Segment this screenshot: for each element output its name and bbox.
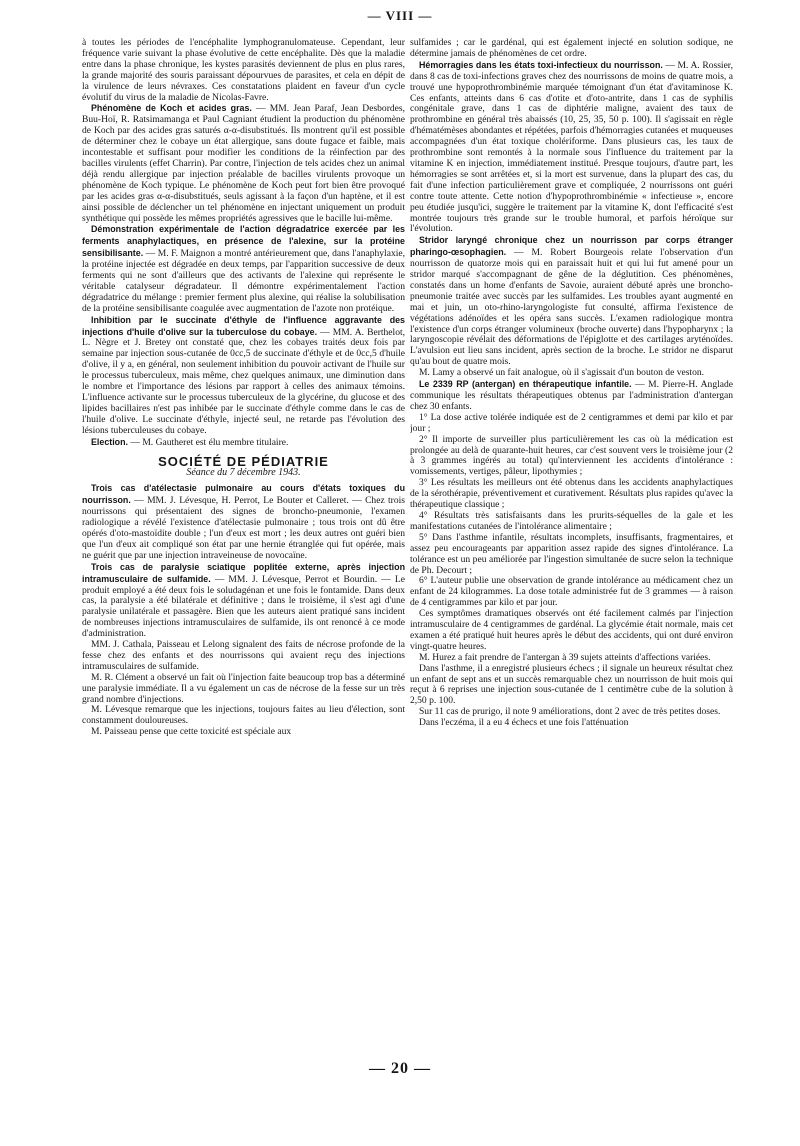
paragraph: Dans l'eczéma, il a eu 4 échecs et une fois l'atténuation xyxy=(419,717,629,729)
article-title: Trois cas d'atélectasie pulmonaire au cours d'états toxiques du nourrisson. xyxy=(82,483,405,506)
paragraph: sulfamides ; car le gardénal, qui est également injecté en solution sodique, ne détermine jamais de phénomènes de cet ordre. xyxy=(410,38,733,59)
article-authors: — MM. A. Berthelot, L. Nègre et J. Bretey xyxy=(82,326,405,349)
paragraph xyxy=(410,60,733,236)
article-title: Trois cas de paralysie sciatique poplitée externe, après injection intramusculaire de sulfamide. xyxy=(82,561,405,584)
article-authors: — MM. J. Lévesque, H. Perrot, Le Bouter et Calleret. xyxy=(130,495,349,507)
left-column xyxy=(82,38,405,1058)
article-body: dans 8 cas de toxi-infections graves chez des nourrissons de moins de quatre mois, a trouvé une hypoprothrombinémie marquée témoignant d'un état d'avitaminose K. Ces enfants, atteints dans 6 cas d'otite et d'oto-antrite, dans 1 cas de syphilis congénitale grave, dans 1 cas de diphtérie maligne, avaient des taux de prothrombine en général très abaissés (10, 25, 35, 50 p. 100). Il s'agissait en règle d'hématémèses abondantes et répétées, parfois d'hémorragies cutanées et muqueuses accompagnées d'un état toxique cholériforme. Dans plusieurs cas, les taux de prothrombine sont remontés à la normale sous l'influence du traitement par la vitamine K en injection, immédiatement institué. Presque toujours, d'autre part, les hémorragies se sont arrêtées et, si la mort est survenue, dans la plupart des cas, du fait d'une infection particulièrement grave et compliquée, 2 nourrissons ont guéri contre toute attente. Cette notion d'hypoprothrombinémie « infectieuse », encore peu étudiée jusqu'ici, suggère le traitement par la vitamine K, dont l'efficacité s'est montrée toujours très grande sur le trouble humoral, et parfois héroïque sur l'évolution. xyxy=(410,70,733,235)
paragraph: Sur 11 cas de prurigo, il note 9 améliorations, dont 2 avec de très petites doses. xyxy=(419,706,721,718)
paragraph: M. R. Clément a observé un fait où l'injection faite beaucoup trop bas a déterminé une paralysie immédiate. Il a vu également un cas de nécrose de la fesse sur un très grand nombre d'injections. xyxy=(82,671,405,705)
paragraph: M. Lévesque remarque que les injections, toujours faites au lieu d'élection, sont constamment douloureuses. xyxy=(82,704,405,727)
paragraph: M. Paisseau pense que cette toxicité est spéciale aux xyxy=(91,726,292,738)
paragraph: Dans l'asthme, il a enregistré plusieurs échecs ; il signale un heureux résultat chez un enfant de sept ans et un succès remarquable chez un nourrisson de huit mois qui reçut à 6 reprises une injection sous-cutanée de 1 centimètre cube de la solution à 2,50 p. 100. xyxy=(410,662,733,707)
article-title: Démonstration expérimentale de l'action dégradatrice exercée par les ferments anaphylactiques, en présence de l'alexine, sur la protéine sensibilisante. xyxy=(82,224,405,259)
page-header: — VIII — xyxy=(367,8,433,23)
paragraph xyxy=(410,379,733,413)
list-item: 6° L'auteur publie une observation de grande intolérance au médicament chez un enfant de 24 kilogrammes. La dose totale administrée fut de 3 grammes — à raison de 4 centigrammes par kilo et par jour. xyxy=(410,575,733,609)
paragraph: M. Hurez a fait prendre de l'antergan à 39 sujets atteints d'affections variées. xyxy=(419,651,711,663)
paragraph: M. Lamy a observé un fait analogue, où il s'agissait d'un bouton de veston. xyxy=(419,367,705,379)
list-item: 4° Résultats très satisfaisants dans les prurits-séquelles de la gale et les manifestations cutanées de l'intolérance alimentaire ; xyxy=(410,509,733,532)
article-body: communique les résultats thérapeutiques obtenus par l'administration d'antergan chez 30 enfants. xyxy=(410,390,733,412)
article-body: — M. Gautheret est élu membre titulaire. xyxy=(128,436,289,448)
article-title: Election. xyxy=(91,436,128,447)
list-item: 3° Les résultats les meilleurs ont été obtenus dans les accidents anaphylactiques de la sérothérapie, préventivement et curativement. Résultats plus rapides qu'avec la thérapeutique classique ; xyxy=(410,477,733,511)
paragraph xyxy=(82,483,405,561)
paragraph: à toutes les périodes de l'encéphalite lymphogranulomateuse. Cependant, leur fréquence varie suivant la phase évolutive de cette encéphalite. Dès que la maladie entre dans la phase chronique, les kystes parasités deviennent de plus en plus rares, la grande majorité des souris paraissant dépourvues de parasites, et cela en dépit de la virulence de leurs névraxes. Ces constatations plaident en faveur d'un cycle évolutif du virus de la maladie de Nicolas-Favre. xyxy=(82,38,405,103)
article-title: Stridor laryngé chronique chez un nourrisson par corps étranger pharingo-œsophagien. xyxy=(410,235,733,258)
page-number: — 20 — xyxy=(369,1060,431,1077)
article-body: relate l'observation d'un nourrisson de quatorze mois qui en paraissait huit et qui lui fut amené pour un stridor marqué s'accompagnant de gêne de la déglutition. Ces phénomènes, constatés dans un home d'enfants de Savoie, auraient débuté après une broncho-pneumonie traitée avec succès par les sulfamides. Les troubles ayant augmenté en mai et juin, un oto-rhino-laryngologiste fut consulté, affirma l'existence de végétations adénoïdes et les opéra sans succès. L'examen radiologique montra l'existence d'un corps étranger volumineux (broche ouverte) dans l'hypopharynx ; la laryngoscopie révélait des déformations de l'épiglotte et des cartilages aryténoïdes. L'avulsion eut lieu sans incident, après section de la broche. Le stridor ne disparut qu'au bout de quatre mois. xyxy=(410,247,733,368)
article-title: Phénomène de Koch et acides gras. xyxy=(91,103,252,114)
list-item: 1° La dose active tolérée indiquée est de 2 centigrammes et demi par kilo et par jour ; xyxy=(410,411,733,434)
article-body: ont constaté que, chez les cobayes traités deux fois par semaine par injection sous-cutanée de 0cc,5 de succinate d'éthyle et de 0cc,5 d'huile d'olive, il y a, en général, non seulement inhibition du pouvoir activant de l'huile sur le processus tuberculeux, mais même, chez quelques animaux, une diminution dans le nombre et l'importance des lésions par rapport à celles des animaux témoins. L'influence activante sur le processus tuberculeux de la glycérine, du glucose et des lipides bacillaires n'est pas inhibée par le succinate d'éthyle comme dans le cas de l'huile d'olive. Le succinate d'éthyle, injecté seul, ne retarde pas l'évolution des lésions tuberculeuses du cobaye. xyxy=(82,337,405,436)
paragraph xyxy=(82,437,405,449)
paragraph xyxy=(82,315,405,437)
paragraph: MM. J. Cathala, Paisseau et Lelong signalent des faits de nécrose profonde de la fesse chez des enfants et des nourrissons qui avaient reçu des injections intramusculaires de sulfamide. xyxy=(82,639,405,672)
article-title: Inhibition par le succinate d'éthyle de l'influence aggravante des injections d'huile d'olive sur la tuberculose du cobaye. xyxy=(82,314,405,337)
paragraph xyxy=(410,235,733,368)
article-authors: — MM. Jean Paraf, Jean Desbordes, Buu-Hoï, R. Ratsimamanga et Paul Cagniant xyxy=(82,103,405,126)
article-authors: — MM. J. Lévesque, Perrot et Bourdin. xyxy=(210,573,378,585)
article-body: — Chez trois nourrissons qui présentaient des signes de broncho-pneumonie, l'examen radiologique a révélé l'existence d'atélectasie pulmonaire ; tous trois ont dû être opérés d'oto-mastoïdite double ; l'un d'eux est mort ; les deux autres ont guéri bien que l'un d'eux ait compliqué son état par une hernie étranglée qui fut opérée, mais ne guérit que par une injection intraveineuse de novocaïne. xyxy=(82,495,405,561)
section-date: Séance du 7 décembre 1943. xyxy=(186,467,301,479)
article-authors: — M. Robert Bourgeois xyxy=(506,247,624,259)
article-authors: — M. F. Maignon xyxy=(143,248,215,260)
paragraph xyxy=(82,103,405,224)
paragraph xyxy=(82,562,405,640)
list-item: 5° Dans l'asthme infantile, résultats incomplets, insuffisants, fragmentaires, et assez peu encourageants par apparition assez rapide des signes d'intolérance. La tolérance est un peu améliorée par l'ingestion simultanée de sucre selon la technique de Ph. Decourt ; xyxy=(410,531,733,576)
right-column xyxy=(410,38,733,1058)
article-body: a montré antérieurement que, dans l'anaphylaxie, la protéine injectée est dégradée en deux temps, par l'apparition successive de deux ferments qui ne sont d'ailleurs que des activants de l'alexine qui représente le véritable catalyseur dégradateur. Il démontre expérimentalement l'action dégradatrice du mélange : premier ferment plus alexine, qui réalise la solubilisation de la protéine sensibilisante coagulée avec augmentation de l'azote non protéique. xyxy=(82,248,405,314)
article-authors: — M. Pierre-H. Anglade xyxy=(631,379,733,391)
article-body: étudient la production du phénomène de Koch par des acides gras saturés α-α-disubstitués. Ils montrent qu'il est possible de déterminer chez le cobaye un état allergique, sans doute fugace et faible, mais incontestable et suffisant pour modifier les conditions de la réinfection par des bacilles virulents (effet Charrin). Par contre, l'injection de tels acides chez un animal déjà rendu allergique par injection préalable de bacilles virulents provoque un phénomène de Koch typique. Le phénomène de Koch peut fort bien être provoqué par les acides gras α-α-disubstitués, seuls agissant à la façon d'un haptène, et il est ainsi possible de déclencher un tel phénomène en injectant uniquement un produit synthétique qui possède les mêmes propriétés agressives que le bacille lui-même. xyxy=(82,114,405,224)
article-title: Hémorragies dans les états toxi-infectieux du nourrisson. xyxy=(419,59,663,70)
paragraph: Ces symptômes dramatiques observés ont été facilement calmés par l'injection intramusculaire de 4 centigrammes de gardénal. La glycémie était normale, mais cet examen a été pratiqué huit heures après le début des accidents, qui ont duré environ vingt-quatre heures. xyxy=(410,608,733,652)
list-item: 2° Il importe de surveiller plus particulièrement les cas où la médication est prolongée au delà de quarante-huit heures, car c'est souvent vers le troisième jour (2 à 3 grammes ingérés au total) qu'interviennent les accidents d'intolérance : vomissements, vertiges, pâleur, lipothymies ; xyxy=(410,433,733,478)
article-body: — Le produit employé a été deux fois le soludagénan et une fois le fontamide. Dans deux cas, la paralysie a été bilatérale et définitive ; dans le troisième, il s'est agi d'une paralysie unilatérale et passagère. Bien que les auteurs aient pratiqué sans incident de nombreuses injections intramusculaires de sulfamide, ils ont renoncé à ce mode d'administration. xyxy=(82,573,405,640)
article-title: Le 2339 RP (antergan) en thérapeutique infantile. xyxy=(419,379,632,390)
article-authors: — M. A. Rossier, xyxy=(662,59,733,71)
paragraph xyxy=(82,224,405,314)
section-title: SOCIÉTÉ DE PÉDIATRIE xyxy=(158,453,329,469)
